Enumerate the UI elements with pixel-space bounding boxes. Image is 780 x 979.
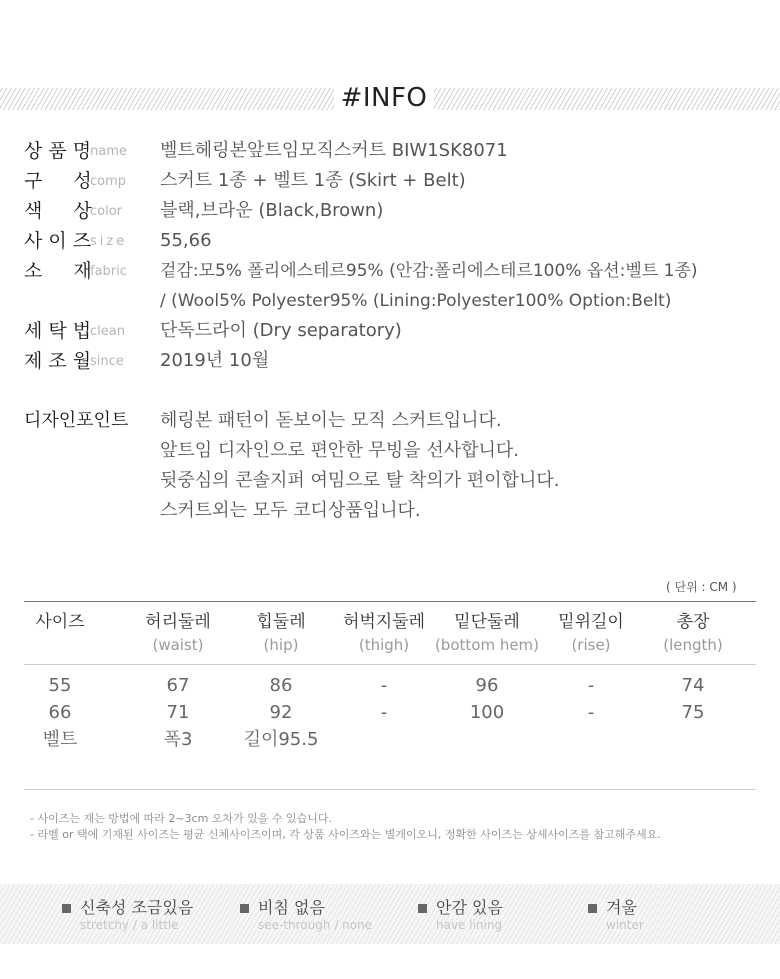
spec-label: 상품명 (24, 140, 98, 162)
table-cell: 폭3 (163, 729, 193, 750)
spec-label-en: clean (90, 324, 125, 339)
design-point-label: 디자인포인트 (24, 410, 129, 431)
table-cell: 74 (681, 675, 705, 696)
table-cell: - (380, 702, 388, 723)
design-point-line: 헤링본 패턴이 돋보이는 모직 스커트입니다. (160, 410, 502, 431)
spec-label: 세탁법 (24, 320, 98, 342)
table-cell: - (587, 675, 595, 696)
spec-label: 소 재 (24, 260, 98, 282)
table-cell: 100 (469, 702, 505, 723)
column-header-en: (waist) (152, 636, 204, 654)
square-bullet-icon (62, 904, 71, 913)
column-header-en: (length) (663, 636, 723, 654)
spec-label-en: fabric (90, 264, 127, 279)
size-note: - 라벨 or 택에 기재된 사이즈는 평균 신체사이즈이며, 각 상품 사이즈와는 별개이오니, 정확한 사이즈는 상세사이즈를 참고해주세요. (30, 828, 661, 841)
table-cell: - (587, 702, 595, 723)
column-header-size (24, 610, 96, 634)
feature-label-en: have lining (436, 918, 503, 932)
size-note: - 사이즈는 재는 방법에 따라 2~3cm 오차가 있을 수 있습니다. (30, 812, 333, 825)
table-cell: 66 (48, 702, 72, 723)
spec-value: 벨트헤링본앞트임모직스커트 BIW1SK8071 (160, 140, 508, 161)
column-header-label: 밑단둘레 (454, 612, 520, 632)
spec-value: 겉감:모5% 폴리에스테르95% (안감:폴리에스테르100% 옵션:벨트 1종) (160, 261, 698, 281)
table-cell: 벨트 (42, 729, 78, 750)
design-point-text (160, 406, 559, 526)
table-cell: - (380, 675, 388, 696)
column-header-label: 허리둘레 (145, 612, 211, 632)
spec-label: 색 상 (24, 200, 98, 222)
table-cell: 67 (166, 675, 190, 696)
spec-label: 구 성 (24, 170, 98, 192)
info-title: #INFO (334, 82, 434, 114)
table-cell: 92 (269, 702, 293, 723)
feature-label: 겨울 (606, 898, 637, 917)
feature-label-en: stretchy / a little (80, 918, 179, 932)
column-header-label: 밑위길이 (558, 612, 624, 632)
feature-label-en: winter (606, 918, 644, 932)
table-top-rule (24, 601, 756, 602)
spec-value: 55,66 (160, 230, 212, 251)
column-header-length (650, 610, 736, 656)
feature-label: 신축성 조금있음 (80, 898, 194, 917)
column-header-en: (thigh) (358, 636, 410, 654)
unit-label: ( 단위 : CM ) (666, 580, 737, 594)
table-header-rule (24, 664, 756, 665)
table-cell: 55 (48, 675, 72, 696)
table-cell: 75 (681, 702, 705, 723)
table-cell: 길이95.5 (243, 729, 319, 750)
spec-value: / (Wool5% Polyester95% (Lining:Polyester100% Option:Belt) (160, 291, 672, 311)
spec-label-en: comp (90, 174, 127, 189)
table-cell: 86 (269, 675, 293, 696)
column-header-label: 허벅지둘레 (342, 612, 426, 632)
table-cell: 96 (475, 675, 499, 696)
column-header-en: (bottom hem) (434, 636, 540, 654)
column-header-en: (hip) (263, 636, 299, 654)
design-point-line: 스커트외는 모두 코디상품입니다. (160, 500, 421, 521)
spec-label: 사이즈 (24, 230, 98, 252)
table-cell: 71 (166, 702, 190, 723)
design-point-line: 앞트임 디자인으로 편안한 무빙을 선사합니다. (160, 440, 519, 461)
column-header-label: 총장 (676, 612, 710, 632)
column-header-label: 힙둘레 (256, 612, 306, 632)
column-header-hip (236, 610, 326, 656)
spec-label-en: color (90, 204, 123, 219)
spec-value: 블랙,브라운 (Black,Brown) (160, 200, 384, 221)
square-bullet-icon (240, 904, 249, 913)
column-header-thigh (334, 610, 434, 656)
spec-label-en: name (90, 144, 127, 159)
table-bottom-rule (24, 789, 756, 790)
spec-value: 2019년 10월 (160, 350, 270, 371)
column-header-en: (rise) (571, 636, 611, 654)
column-header-rise (546, 610, 636, 656)
spec-label-en: since (90, 354, 124, 369)
spec-value: 스커트 1종 + 벨트 1종 (Skirt + Belt) (160, 170, 466, 191)
design-point-line: 뒷중심의 콘솔지퍼 여밈으로 탈 착의가 편이합니다. (160, 470, 560, 491)
spec-label: 제조월 (24, 350, 98, 372)
spec-label-en: size (90, 234, 128, 249)
column-header-bottom-hem (430, 610, 544, 656)
feature-label-en: see-through / none (258, 918, 373, 932)
feature-label: 비침 없음 (258, 898, 325, 917)
column-header-label: 사이즈 (35, 612, 85, 632)
spec-value: 단독드라이 (Dry separatory) (160, 320, 402, 341)
square-bullet-icon (588, 904, 597, 913)
column-header-waist (128, 610, 228, 656)
feature-label: 안감 있음 (436, 898, 503, 917)
square-bullet-icon (418, 904, 427, 913)
